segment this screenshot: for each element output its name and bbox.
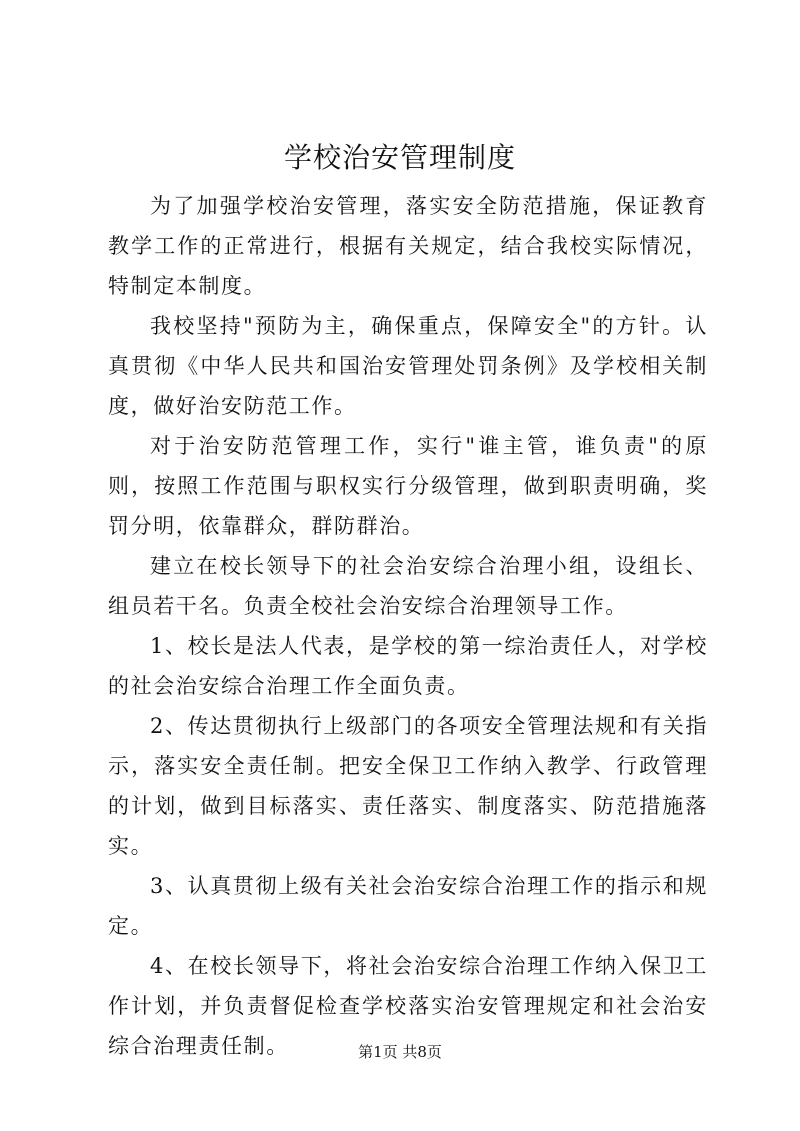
page-footer xyxy=(0,1042,800,1062)
document-title: 学校治安管理制度 xyxy=(283,141,516,174)
paragraph-item-1: 1、校长是法人代表，是学校的第一综治责任人，对学校的社会治安综合治理工作全面负责。 xyxy=(108,634,708,698)
paragraph-intro: 为了加强学校治安管理，落实安全防范措施，保证教育教学工作的正常进行，根据有关规定，结合我校实际情况，特制定本制度。 xyxy=(108,194,708,298)
paragraph-item-4: 4、在校长领导下，将社会治安综合治理工作纳入保卫工作计划，并负责督促检查学校落实治安管理规定和社会治安综合治理责任制。 xyxy=(108,954,708,1058)
page-number: 第1页 共8页 xyxy=(358,1043,442,1061)
paragraph-item-2: 2、传达贯彻执行上级部门的各项安全管理法规和有关指示，落实安全责任制。把安全保卫工作纳入教学、行政管理的计划，做到目标落实、责任落实、制度落实、防范措施落实。 xyxy=(108,714,708,858)
paragraph-principle: 对于治安防范管理工作，实行"谁主管，谁负责"的原则，按照工作范围与职权实行分级管理，做到职责明确，奖罚分明，依靠群众，群防群治。 xyxy=(108,434,708,538)
paragraph-group: 建立在校长领导下的社会治安综合治理小组，设组长、组员若干名。负责全校社会治安综合治理领导工作。 xyxy=(108,554,708,618)
paragraph-item-3: 3、认真贯彻上级有关社会治安综合治理工作的指示和规定。 xyxy=(108,874,708,938)
document-body xyxy=(108,186,708,1066)
paragraph-policy: 我校坚持"预防为主，确保重点，保障安全"的方针。认真贯彻《中华人民共和国治安管理处罚条例》及学校相关制度，做好治安防范工作。 xyxy=(108,314,708,418)
